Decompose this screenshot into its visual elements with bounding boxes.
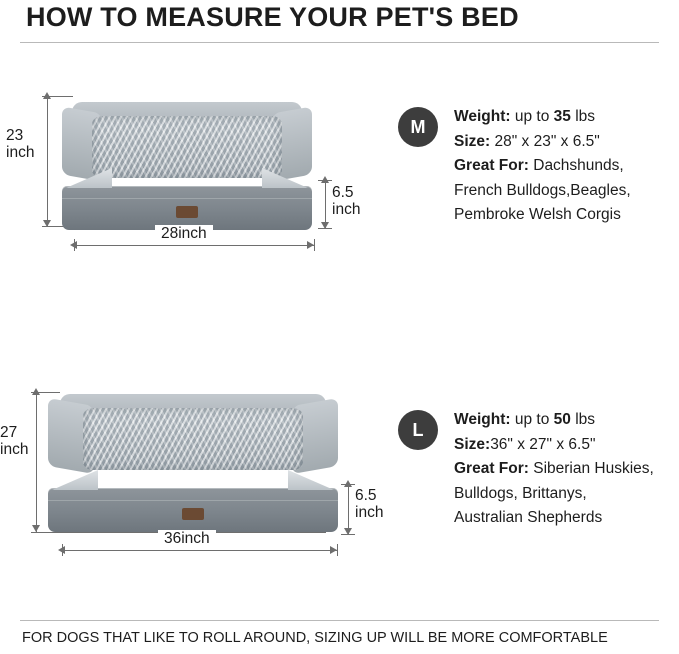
greatfor-row1-l: Great For: Siberian Huskies, [454, 460, 654, 477]
size-badge-medium: M [398, 107, 438, 147]
depth-tick-top-m [318, 180, 332, 181]
product-block-large [0, 370, 400, 560]
greatfor-row2-m: French Bulldogs,Beagles, [454, 181, 631, 199]
depth-label-l: 6.5 inch [355, 487, 384, 521]
product-block-medium [0, 80, 400, 260]
width-dim-line-l [62, 550, 337, 551]
height-label-l: 27 inch [0, 424, 29, 458]
greatfor-row2-l: Bulldogs, Brittanys, [454, 484, 587, 502]
height-guide-top-m [47, 96, 73, 97]
weight-row-l: Weight: up to 50 lbs [454, 411, 596, 428]
height-dim-line-m [47, 96, 48, 226]
height-arrow-down-l [32, 525, 40, 532]
size-row-l: Size:36" x 27" x 6.5" [454, 435, 596, 453]
bed-illustration-medium [62, 100, 312, 230]
weight-row-m: Weight: up to 35 lbs [454, 108, 596, 125]
height-label-m: 23 inch [6, 127, 35, 161]
width-arrow-right-m [307, 241, 314, 249]
width-tick-left-m [74, 239, 75, 251]
width-tick-right-m [314, 239, 315, 251]
bed-illustration-large [48, 392, 338, 532]
spec-text-large [454, 408, 673, 531]
depth-tick-top-l [341, 484, 355, 485]
greatfor-row3-l: Australian Shepherds [454, 509, 603, 526]
brand-tag [182, 508, 204, 520]
footer-note: FOR DOGS THAT LIKE TO ROLL AROUND, SIZING UP WILL BE MORE COMFORTABLE [22, 630, 608, 646]
brand-tag [176, 206, 198, 218]
cushion-surface [92, 116, 282, 178]
divider-bottom [20, 620, 659, 621]
spec-panel-large [398, 408, 673, 531]
spec-text-medium [454, 105, 668, 228]
depth-label-m: 6.5 inch [332, 184, 361, 218]
depth-tick-bottom-m [318, 228, 332, 229]
width-label-m: 28inch [155, 225, 213, 242]
depth-dim-line-m [325, 180, 326, 228]
depth-dim-line-l [348, 484, 349, 534]
corner-wedge-left [52, 470, 98, 490]
cushion-surface [83, 408, 303, 470]
depth-tick-bottom-l [341, 534, 355, 535]
divider-top [20, 42, 659, 43]
width-dim-line-m [74, 245, 314, 246]
size-badge-large: L [398, 410, 438, 450]
size-row-m: Size: 28" x 23" x 6.5" [454, 132, 600, 150]
corner-wedge-right [288, 470, 334, 490]
width-arrow-right-l [330, 546, 337, 554]
greatfor-row3-m: Pembroke Welsh Corgis [454, 206, 621, 223]
page-title: HOW TO MEASURE YOUR PET'S BED [26, 2, 519, 32]
spec-panel-medium [398, 105, 668, 228]
greatfor-row1-m: Great For: Dachshunds, [454, 157, 624, 174]
width-tick-right-l [337, 544, 338, 556]
width-label-l: 36inch [158, 530, 216, 547]
height-dim-line-l [36, 392, 37, 532]
width-tick-left-l [62, 544, 63, 556]
